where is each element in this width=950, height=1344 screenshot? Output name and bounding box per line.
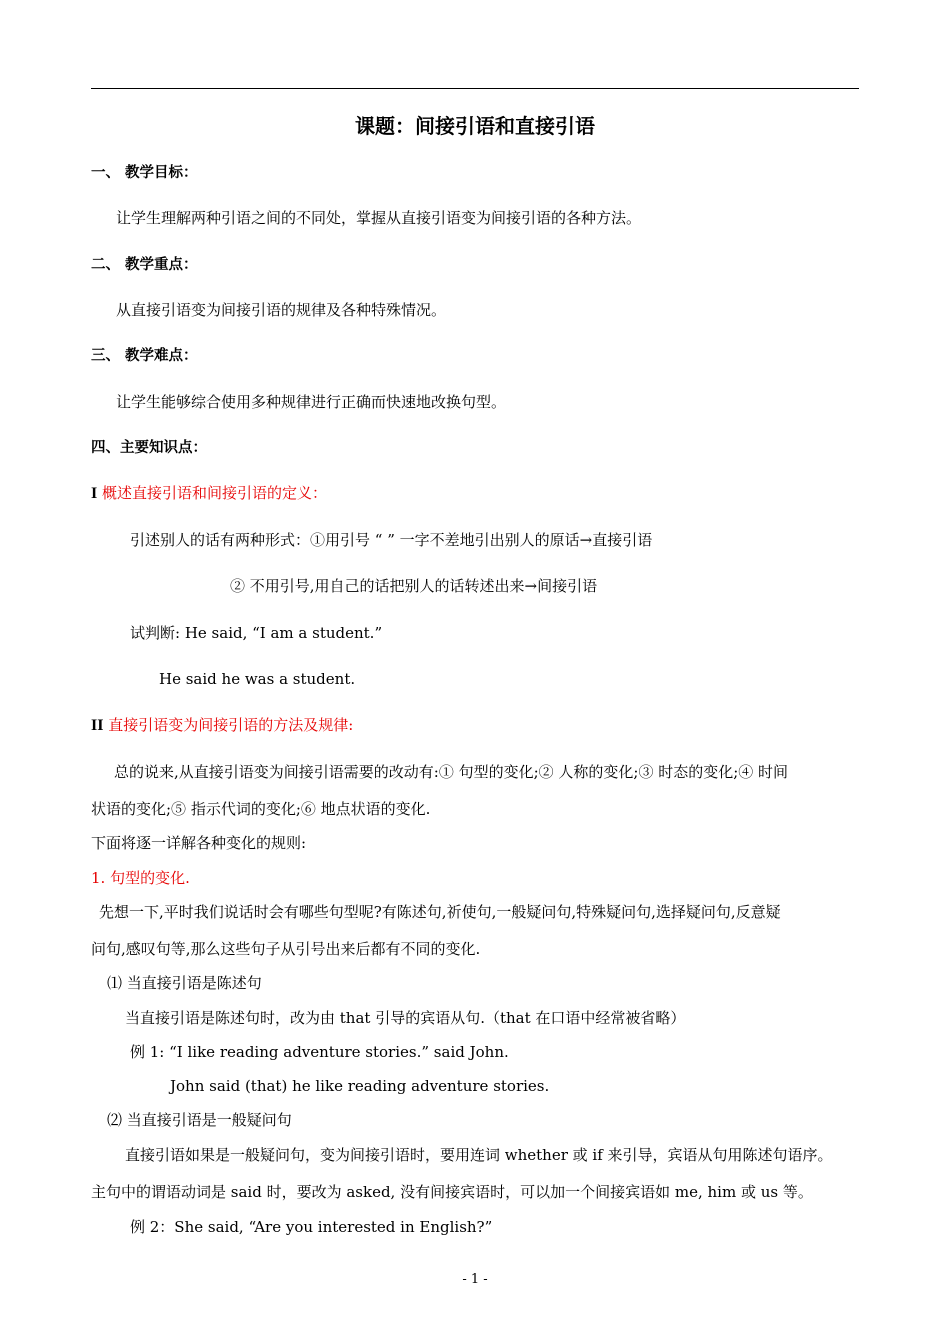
part-2-heading bbox=[91, 715, 353, 736]
section-4-heading: 四、主要知识点： bbox=[91, 440, 207, 456]
test-sentence-2: He said he was a student. bbox=[159, 670, 356, 688]
case-2-example: 例 2：She said, “Are you interested in English?” bbox=[130, 1218, 493, 1236]
section-3-body: 让学生能够综合使用多种规律进行正确而快速地改换句型。 bbox=[116, 393, 507, 411]
case-2-body-line-1: 直接引语如果是一般疑问句，变为间接引语时，要用连词 whether 或 if 来引导，宾语从句用陈述句语序。 bbox=[125, 1146, 833, 1164]
overview-paragraph-line-1: 总的说来,从直接引语变为间接引语需要的改动有:① 句型的变化;② 人称的变化;③ 时态的变化;④ 时间 bbox=[114, 763, 789, 781]
test-sentence-1: 试判断: He said, “I am a student.” bbox=[130, 624, 383, 642]
section-2-heading: 二、 教学重点： bbox=[91, 257, 198, 273]
header-rule bbox=[91, 88, 859, 89]
page-number: - 1 - bbox=[462, 1272, 488, 1287]
intro-line: 下面将逐一详解各种变化的规则: bbox=[91, 834, 307, 852]
section-3-heading: 三、 教学难点： bbox=[91, 348, 198, 364]
section-2-body: 从直接引语变为间接引语的规律及各种特殊情况。 bbox=[116, 301, 447, 319]
section-1-heading: 一、 教学目标： bbox=[91, 165, 198, 181]
case-1-heading: ⑴ 当直接引语是陈述句 bbox=[107, 974, 262, 992]
case-1-example-1: 例 1: “I like reading adventure stories.” said John. bbox=[130, 1043, 509, 1061]
part-1-numeral: I bbox=[91, 485, 98, 502]
part-2-title: 直接引语变为间接引语的方法及规律: bbox=[108, 716, 354, 734]
part-1-heading bbox=[91, 483, 327, 504]
case-1-body: 当直接引语是陈述句时，改为由 that 引导的宾语从句.（that 在口语中经常被省略） bbox=[125, 1009, 686, 1027]
case-1-example-2: John said (that) he like reading adventure stories. bbox=[170, 1077, 550, 1095]
overview-paragraph-line-2: 状语的变化;⑤ 指示代词的变化;⑥ 地点状语的变化. bbox=[91, 800, 431, 818]
case-2-body-line-2: 主句中的谓语动词是 said 时，要改为 asked, 没有间接宾语时，可以加一个间接宾语如 me, him 或 us 等。 bbox=[91, 1183, 813, 1201]
definition-line-2: ② 不用引号,用自己的话把别人的话转述出来→间接引语 bbox=[230, 577, 598, 595]
part-1-title: 概述直接引语和间接引语的定义： bbox=[102, 484, 328, 502]
section-1-body: 让学生理解两种引语之间的不同处，掌握从直接引语变为间接引语的各种方法。 bbox=[116, 209, 642, 227]
sentence-types-line-2: 问句,感叹句等,那么这些句子从引号出来后都有不同的变化. bbox=[91, 940, 481, 958]
definition-line-1: 引述别人的话有两种形式：①用引号 “ ” 一字不差地引出别人的原话→直接引语 bbox=[130, 531, 653, 549]
subsection-1-heading: 1. 句型的变化. bbox=[91, 869, 190, 887]
sentence-types-line-1: 先想一下,平时我们说话时会有哪些句型呢?有陈述句,祈使句,一般疑问句,特殊疑问句,选择疑问句,反意疑 bbox=[99, 903, 781, 921]
part-2-numeral: II bbox=[91, 717, 104, 734]
page-title: 课题：间接引语和直接引语 bbox=[355, 114, 595, 138]
case-2-heading: ⑵ 当直接引语是一般疑问句 bbox=[107, 1111, 292, 1129]
